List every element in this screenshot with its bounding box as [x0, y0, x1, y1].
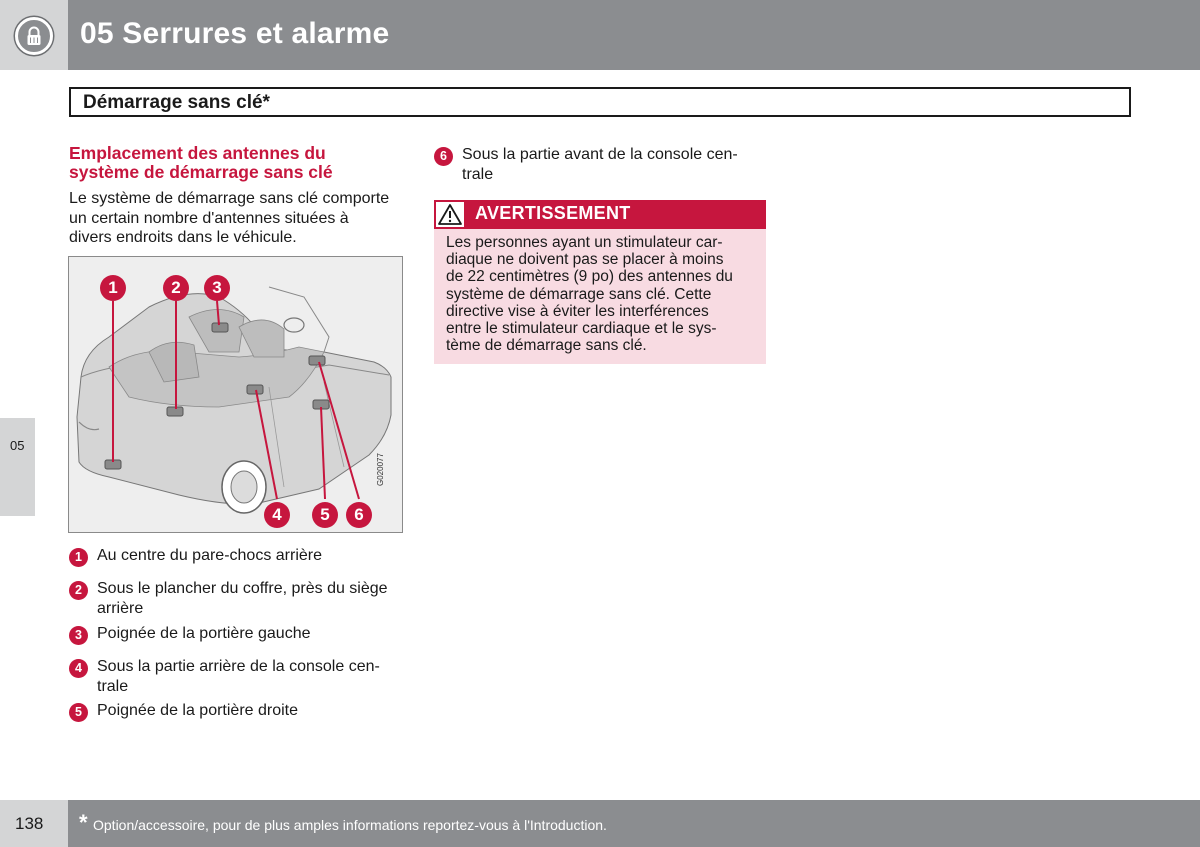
warning-header	[434, 200, 766, 229]
figure-marker-4: 4	[264, 502, 290, 528]
figure-marker-5: 5	[312, 502, 338, 528]
warning-title: AVERTISSEMENT	[475, 203, 631, 223]
footnote-text: Option/accessoire, pour de plus amples informations reportez-vous à l'Introduction.	[93, 817, 607, 833]
subheading-line: système de démarrage sans clé	[69, 162, 333, 182]
chapter-title: 05 Serrures et alarme	[80, 17, 390, 50]
list-text: Au centre du pare-chocs arrière	[97, 547, 322, 564]
warning-triangle-icon	[434, 200, 466, 229]
header-left-panel	[0, 0, 68, 70]
footer-bar	[68, 800, 1200, 847]
list-number-3: 3	[69, 626, 88, 645]
page-number: 138	[15, 814, 44, 833]
intro-line: divers endroits dans le véhicule.	[69, 229, 297, 246]
chapter-tab-label: 05	[10, 438, 25, 453]
figure-marker-6: 6	[346, 502, 372, 528]
figure-code: G020077	[376, 453, 385, 486]
figure-marker-2: 2	[163, 275, 189, 301]
warning-body	[434, 229, 766, 364]
list-text: trale	[462, 165, 494, 183]
chapter-side-tab	[0, 418, 35, 516]
figure-marker-1: 1	[100, 275, 126, 301]
subheading-line: Emplacement des antennes du	[69, 143, 326, 163]
warning-text	[446, 234, 756, 354]
warning-line: diaque ne doivent pas se placer à moins	[446, 251, 724, 269]
list-number-5: 5	[69, 703, 88, 722]
lock-icon	[15, 17, 53, 55]
subheading	[69, 144, 389, 182]
warning-line: système de démarrage sans clé. Cette	[446, 285, 712, 303]
intro-paragraph	[69, 189, 409, 248]
intro-line: Le système de démarrage sans clé comporte	[69, 190, 390, 207]
antenna-location-figure	[68, 256, 403, 533]
intro-line: un certain nombre d'antennes situées à	[69, 209, 349, 227]
list-number-4: 4	[69, 659, 88, 678]
list-text: Sous la partie arrière de la console cen-	[97, 658, 380, 675]
list-number-6: 6	[434, 147, 453, 166]
list-number-2: 2	[69, 581, 88, 600]
warning-line: tème de démarrage sans clé.	[446, 337, 647, 355]
list-text: Sous la partie avant de la console cen-	[462, 146, 738, 163]
header-bar	[68, 0, 1200, 70]
footer-left-panel	[0, 800, 68, 847]
warning-line: directive vise à éviter les interférences	[446, 302, 709, 320]
warning-line: Les personnes ayant un stimulateur car-	[446, 234, 723, 251]
section-title-box	[69, 87, 1131, 117]
footnote-asterisk: *	[79, 810, 88, 835]
list-text: trale	[97, 677, 129, 695]
list-text: Poignée de la portière gauche	[97, 625, 311, 642]
list-text: Poignée de la portière droite	[97, 702, 299, 719]
section-title: Démarrage sans clé*	[83, 92, 270, 113]
list-text: Sous le plancher du coffre, près du siège	[97, 580, 388, 597]
warning-line: de 22 centimètres (9 po) des antennes du	[446, 268, 733, 286]
list-number-1: 1	[69, 548, 88, 567]
list-text: arrière	[97, 599, 144, 617]
figure-marker-3: 3	[204, 275, 230, 301]
warning-line: entre le stimulateur cardiaque et le sys-	[446, 320, 717, 338]
